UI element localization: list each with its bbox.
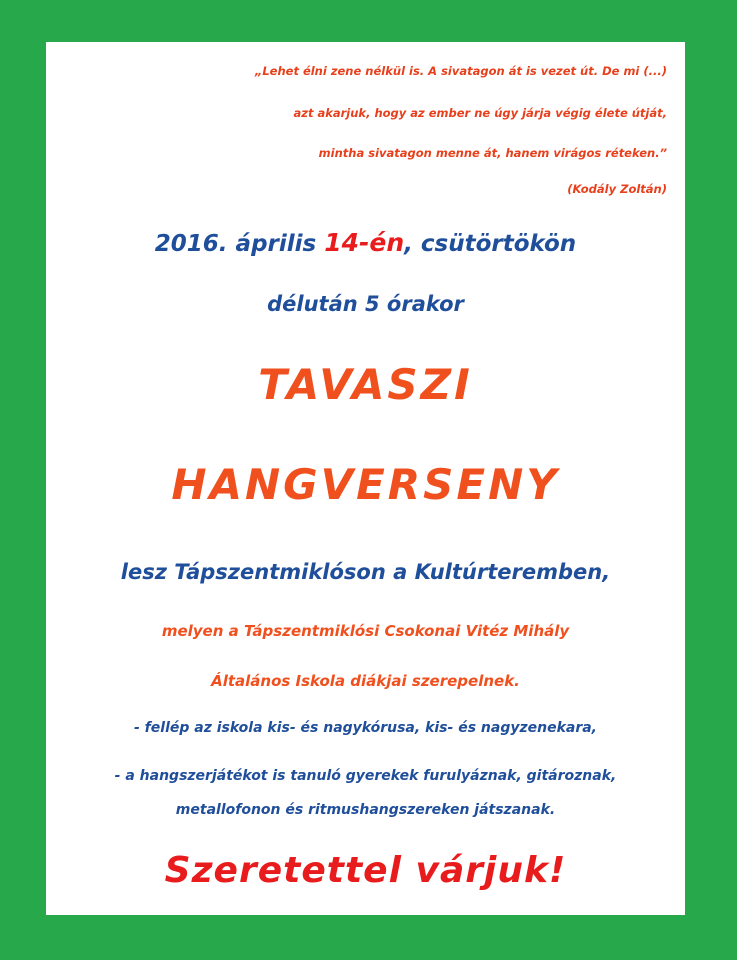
title-line-2: HANGVERSENY	[171, 460, 560, 509]
venue: lesz Tápszentmiklóson a Kultúrteremben,	[120, 560, 611, 584]
event-time: délután 5 órakor	[267, 292, 464, 316]
quote-author: (Kodály Zoltán)	[567, 182, 667, 196]
program-item-2-line-2: metallofonon és ritmushangszereken játszanak.	[175, 802, 556, 818]
quote-line-1: „Lehet élni zene nélkül is. A sivatagon át is vezet út. De mi (...)	[254, 64, 667, 78]
poster	[46, 42, 685, 915]
date-highlight: 14-én	[324, 228, 405, 257]
date-prefix: 2016. április	[154, 231, 325, 257]
quote-line-2: azt akarjuk, hogy az ember ne úgy járja végig élete útját,	[293, 106, 667, 120]
title-line-1: TAVASZI	[258, 360, 473, 409]
date-suffix: , csütörtökön	[404, 231, 577, 257]
performers-line-2: Általános Iskola diákjai szerepelnek.	[211, 672, 520, 690]
quote-line-3: mintha sivatagon menne át, hanem virágos réteken.”	[318, 146, 667, 160]
event-date	[46, 228, 685, 257]
program-item-2-line-1: - a hangszerjátékot is tanuló gyerekek furulyáznak, gitároznak,	[114, 768, 617, 784]
closing-text: Szeretettel várjuk!	[164, 850, 567, 891]
performers-line-1: melyen a Tápszentmiklósi Csokonai Vitéz Mihály	[161, 622, 570, 640]
program-item-1: - fellép az iskola kis- és nagykórusa, kis- és nagyzenekara,	[134, 720, 597, 736]
